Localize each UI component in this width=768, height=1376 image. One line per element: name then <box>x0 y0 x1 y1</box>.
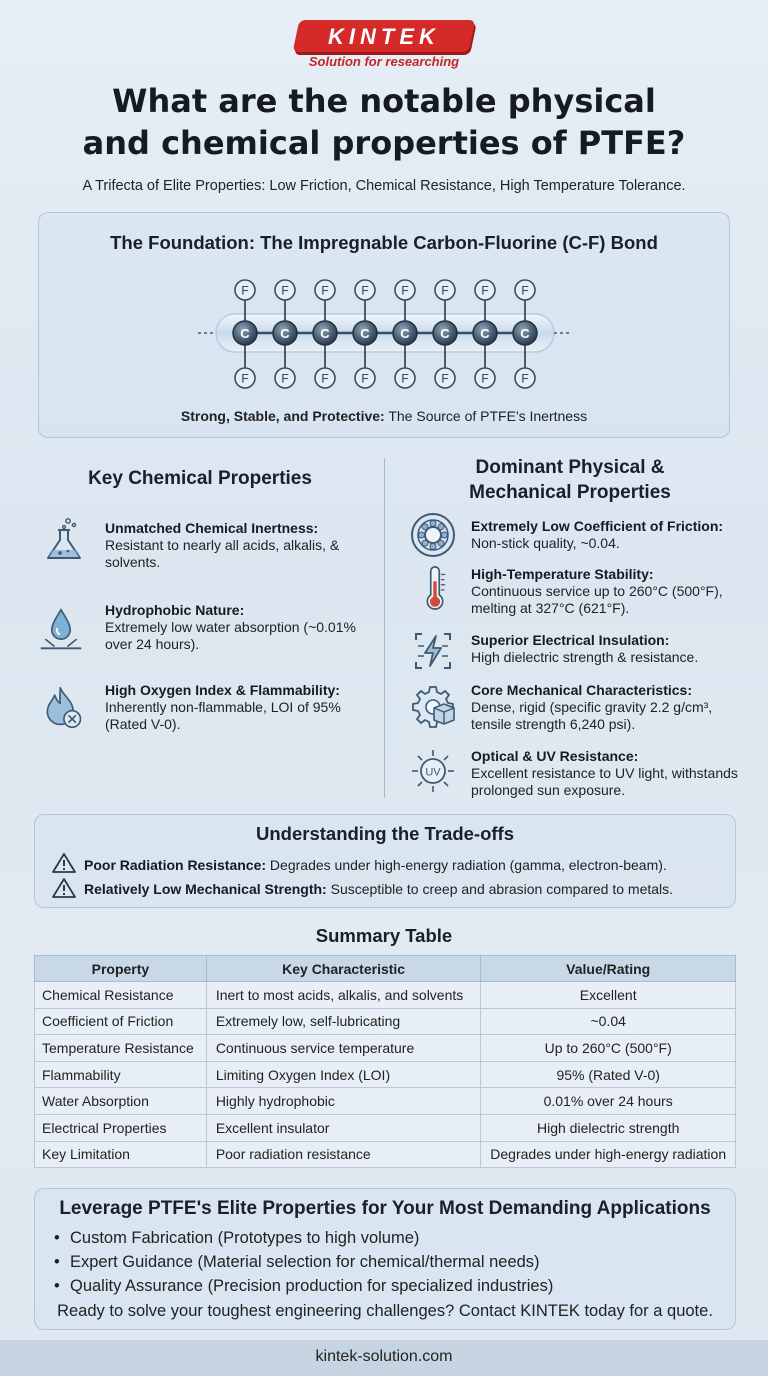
fluorine-label: F <box>361 371 369 386</box>
fluorine-label: F <box>441 283 449 298</box>
tradeoffs-title: Understanding the Trade-offs <box>256 823 514 844</box>
fluorine-label: F <box>401 283 409 298</box>
table-cell: Inert to most acids, alkalis, and solvents <box>206 982 481 1009</box>
tradeoff-rest: Susceptible to creep and abrasion compared to metals. <box>326 881 674 897</box>
gear-cube-icon <box>410 684 456 730</box>
chem-item-title: Unmatched Chemical Inertness: <box>105 520 319 536</box>
table-row <box>35 1114 736 1141</box>
bearing-icon <box>410 512 456 558</box>
phys-item-friction <box>471 518 746 552</box>
table-cell: Poor radiation resistance <box>206 1141 481 1168</box>
fluorine-label: F <box>481 371 489 386</box>
cta-list <box>54 1226 714 1298</box>
table-row <box>35 1088 736 1115</box>
uv-icon-label: UV <box>425 766 441 779</box>
website-link[interactable]: kintek-solution.com <box>315 1348 453 1365</box>
chem-item-title: Hydrophobic Nature: <box>105 602 245 618</box>
caption-rest: The Source of PTFE's Inertness <box>384 408 588 424</box>
table-cell: Degrades under high-energy radiation <box>481 1141 736 1168</box>
cta-title: Leverage PTFE's Elite Properties for Your Most Demanding Applications <box>59 1198 711 1219</box>
table-cell: 95% (Rated V-0) <box>481 1061 736 1088</box>
phys-item-title: Core Mechanical Characteristics: <box>471 682 692 698</box>
carbon-label: C <box>240 326 250 341</box>
table-header-row <box>35 956 736 982</box>
table-cell: Coefficient of Friction <box>35 1008 207 1035</box>
phys-item-desc: Dense, rigid (specific gravity 2.2 g/cm³, tensile strength 6,240 psi). <box>471 699 713 732</box>
phys-item-title: Extremely Low Coefficient of Friction: <box>471 518 724 534</box>
cta-footer-text: Ready to solve your toughest engineering challenges? Contact KINTEK today for a quote. <box>57 1302 713 1320</box>
carbon-label: C <box>400 326 410 341</box>
table-cell: Temperature Resistance <box>35 1035 207 1062</box>
fluorine-label: F <box>401 371 409 386</box>
phys-item-desc: Non-stick quality, ~0.04. <box>471 535 620 551</box>
warning-icon <box>52 877 76 899</box>
table-header-cell: Value/Rating <box>481 956 736 982</box>
table-cell: Electrical Properties <box>35 1114 207 1141</box>
foundation-title: The Foundation: The Impregnable Carbon-Fluorine (C-F) Bond <box>110 232 658 253</box>
page-title-line-2: and chemical properties of PTFE? <box>82 124 686 162</box>
phys-item-desc: High dielectric strength & resistance. <box>471 649 699 665</box>
tradeoff-rest: Degrades under high-energy radiation (gamma, electron-beam). <box>266 857 667 873</box>
table-cell: Excellent insulator <box>206 1114 481 1141</box>
fluorine-label: F <box>321 283 329 298</box>
physical-heading-line-1: Dominant Physical & <box>475 457 665 478</box>
tradeoff-radiation <box>84 857 734 874</box>
brand-tagline: Solution for researching <box>308 54 460 69</box>
table-cell: Highly hydrophobic <box>206 1088 481 1115</box>
summary-table <box>34 955 736 1168</box>
table-cell: High dielectric strength <box>481 1114 736 1141</box>
table-row <box>35 1141 736 1168</box>
tradeoff-bold: Relatively Low Mechanical Strength: <box>84 881 327 897</box>
table-header-cell: Key Characteristic <box>206 956 481 982</box>
carbon-label: C <box>480 326 490 341</box>
chemical-heading: Key Chemical Properties <box>88 468 312 489</box>
page-subtitle: A Trifecta of Elite Properties: Low Friction, Chemical Resistance, High Temperature Tolerance. <box>82 178 686 194</box>
table-cell: Chemical Resistance <box>35 982 207 1009</box>
fluorine-label: F <box>521 371 529 386</box>
carbon-label: C <box>360 326 370 341</box>
fluorine-label: F <box>241 283 249 298</box>
warning-icon <box>52 852 76 874</box>
ptfe-molecule-diagram <box>190 272 580 394</box>
brand-logo: KINTEK <box>328 24 440 49</box>
phys-item-uv <box>471 748 746 799</box>
list-item: • Custom Fabrication (Prototypes to high volume) <box>54 1226 714 1250</box>
fluorine-label: F <box>281 283 289 298</box>
chem-item-inertness <box>105 520 375 571</box>
phys-item-temperature <box>471 566 746 617</box>
table-cell: Flammability <box>35 1061 207 1088</box>
chem-item-desc: Resistant to nearly all acids, alkalis, & solvents. <box>105 537 340 570</box>
table-cell: 0.01% over 24 hours <box>481 1088 736 1115</box>
summary-table-title: Summary Table <box>315 925 453 946</box>
thermometer-icon <box>412 566 458 612</box>
table-row <box>35 982 736 1009</box>
table-cell: Extremely low, self-lubricating <box>206 1008 481 1035</box>
table-row <box>35 1035 736 1062</box>
molecule-atoms <box>233 280 537 388</box>
fluorine-label: F <box>481 283 489 298</box>
chem-item-flammability <box>105 682 375 733</box>
caption-bold: Strong, Stable, and Protective: <box>180 408 385 424</box>
tradeoff-bold: Poor Radiation Resistance: <box>84 857 267 873</box>
fluorine-label: F <box>361 283 369 298</box>
column-divider <box>384 458 385 798</box>
table-cell: Water Absorption <box>35 1088 207 1115</box>
carbon-label: C <box>320 326 330 341</box>
fluorine-label: F <box>521 283 529 298</box>
phys-item-title: Optical & UV Resistance: <box>471 748 639 764</box>
lightning-icon <box>410 628 456 674</box>
table-header-cell: Property <box>35 956 207 982</box>
table-cell: Up to 260°C (500°F) <box>481 1035 736 1062</box>
chem-item-desc: Inherently non-flammable, LOI of 95% (Rated V-0). <box>105 699 341 732</box>
flask-icon <box>42 516 88 562</box>
chem-item-title: High Oxygen Index & Flammability: <box>105 682 340 698</box>
carbon-label: C <box>440 326 450 341</box>
fluorine-label: F <box>441 371 449 386</box>
tradeoff-strength <box>84 881 734 898</box>
physical-heading-line-2: Mechanical Properties <box>469 482 671 503</box>
flame-icon <box>40 684 86 730</box>
carbon-label: C <box>280 326 290 341</box>
table-cell: Key Limitation <box>35 1141 207 1168</box>
physical-heading <box>400 455 740 505</box>
list-item: • Quality Assurance (Precision production for specialized industries) <box>54 1274 714 1298</box>
table-row <box>35 1061 736 1088</box>
fluorine-label: F <box>281 371 289 386</box>
table-cell: ~0.04 <box>481 1008 736 1035</box>
table-cell: Limiting Oxygen Index (LOI) <box>206 1061 481 1088</box>
table-row <box>35 1008 736 1035</box>
carbon-label: C <box>520 326 530 341</box>
phys-item-title: Superior Electrical Insulation: <box>471 632 670 648</box>
phys-item-desc: Continuous service up to 260°C (500°F), melting at 327°C (621°F). <box>471 583 723 616</box>
table-cell: Continuous service temperature <box>206 1035 481 1062</box>
fluorine-label: F <box>321 371 329 386</box>
phys-item-mechanical <box>471 682 746 733</box>
list-item: • Expert Guidance (Material selection for chemical/thermal needs) <box>54 1250 714 1274</box>
page-title-line-1: What are the notable physical <box>112 82 656 120</box>
phys-item-electrical <box>471 632 746 666</box>
page-title <box>30 80 738 164</box>
table-cell: Excellent <box>481 982 736 1009</box>
water-drop-icon <box>38 606 84 652</box>
uv-sun-icon <box>410 748 456 794</box>
chem-item-desc: Extremely low water absorption (~0.01% over 24 hours). <box>105 619 356 652</box>
phys-item-title: High-Temperature Stability: <box>471 566 654 582</box>
fluorine-label: F <box>241 371 249 386</box>
phys-item-desc: Excellent resistance to UV light, withstands prolonged sun exposure. <box>471 765 738 798</box>
chem-item-hydrophobic <box>105 602 375 653</box>
foundation-caption <box>38 408 730 424</box>
